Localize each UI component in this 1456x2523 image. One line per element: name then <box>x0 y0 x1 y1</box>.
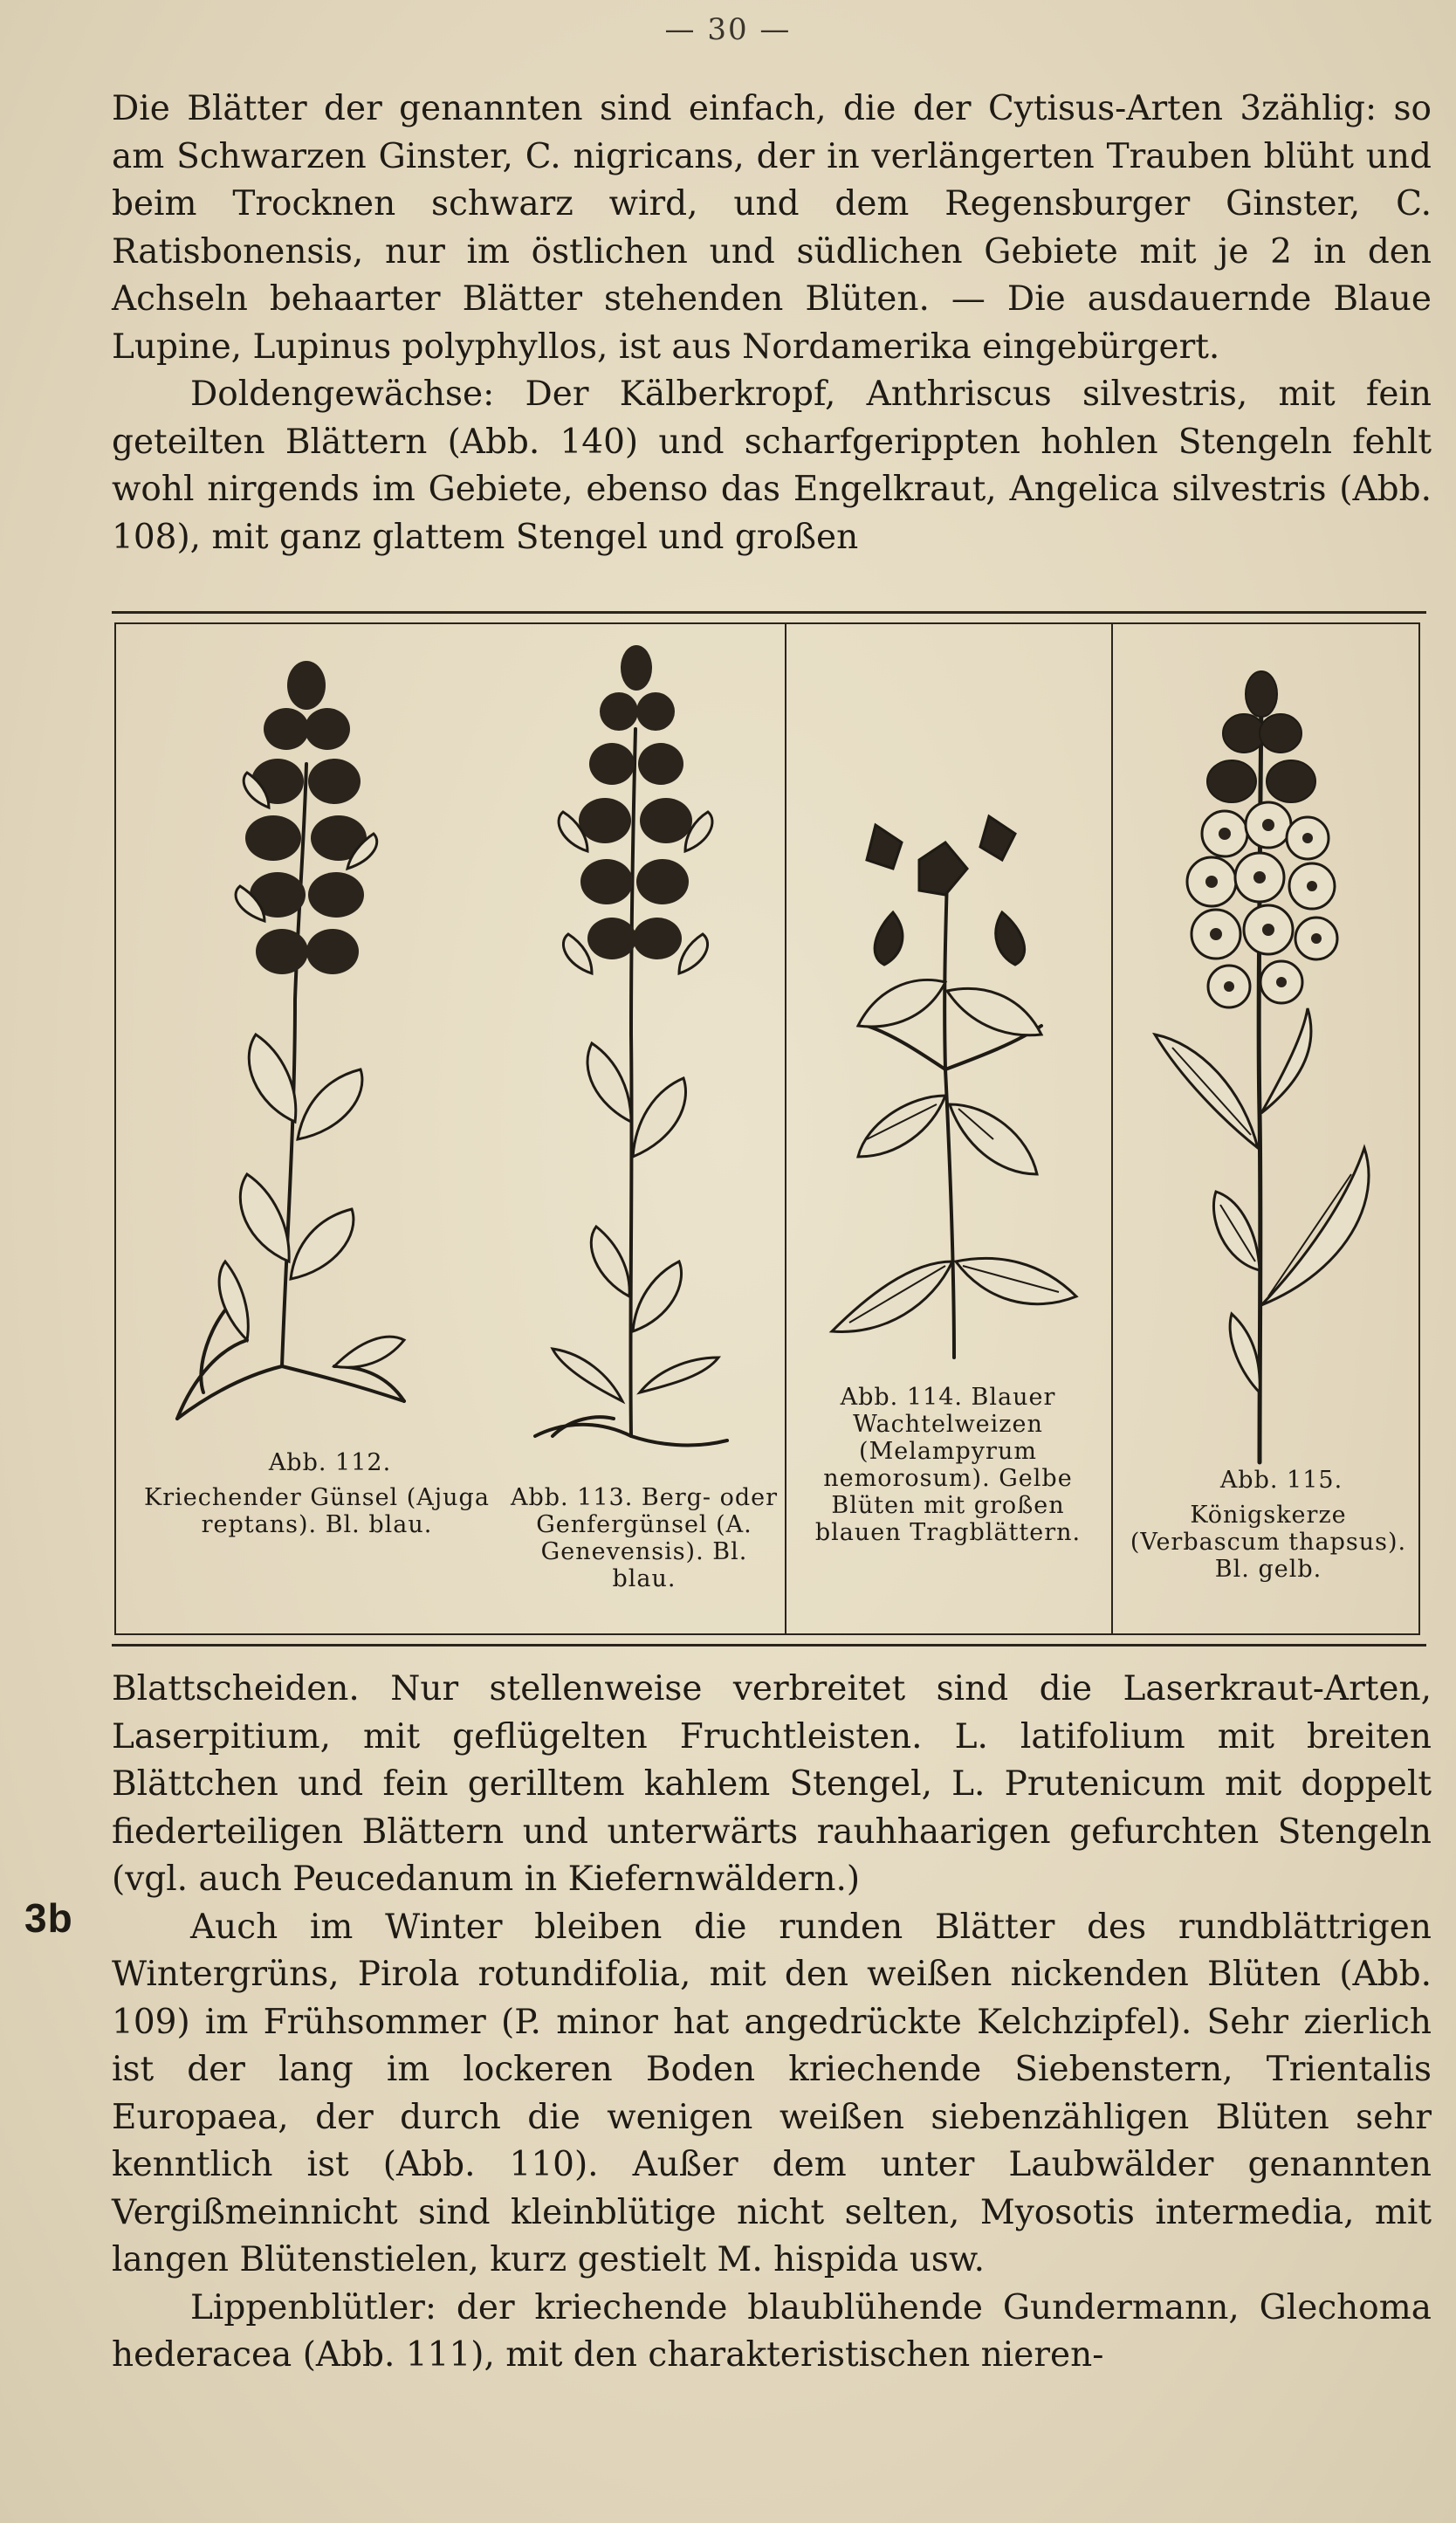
ajuga-reptans-illustration <box>142 633 457 1471</box>
text-block-top <box>112 86 1432 561</box>
figure-114-caption: Abb. 114. Blauer Wachtelweizen (Melampyrum nemorosum). Gelbe Blüten mit großen blauen Tragblättern. <box>814 1384 1082 1546</box>
paragraph: Auch im Winter bleiben die runden Blätter des rundblättrigen Wintergrüns, Pirola rotundifolia, mit den weißen nickenden Blüten (Abb. 109) im Frühsommer (P. minor hat angedrückte Kelchzipfel). Sehr zierlich ist der lang im lockeren Boden kriechende Siebenstern, Trientalis Europaea, der durch die wenigen weißen siebenzähligen Blüten sehr kenntlich ist (Abb. 110). Außer dem unter Laubwälder genannten Vergißmeinnicht sind kleinblütige nicht selten, Myosotis intermedia, mit langen Blütenstielen, kurz gestielt M. hispida usw. <box>112 1907 1432 2279</box>
verbascum-illustration <box>1129 659 1408 1471</box>
paragraph: Doldengewächse: Der Kälberkropf, Anthriscus silvestris, mit fein geteilten Blättern (Abb. 140) und scharfgerippten hohlen Stengeln fehlt wohl nirgends im Gebiete, ebenso das Engelkraut, Angelica silvestris (Abb. 108), mit ganz glattem Stengel und großen <box>112 375 1432 557</box>
page-number: — 30 — <box>664 12 792 47</box>
figure-115-caption: Königskerze (Verbascum thapsus). Bl. gelb. <box>1130 1502 1407 1583</box>
column-divider <box>1111 624 1113 1633</box>
figure-112-caption: Kriechender Günsel (Ajuga reptans). Bl. blau. <box>144 1484 490 1538</box>
figure-113-caption: Abb. 113. Berg- oder Genfergünsel (A. Genevensis). Bl. blau. <box>510 1484 779 1592</box>
column-divider <box>785 624 786 1633</box>
text-block-bottom <box>112 1666 1432 2380</box>
melampyrum-illustration <box>814 808 1094 1366</box>
paragraph: Die Blätter der genannten sind einfach, die der Cytisus-Arten 3zählig: so am Schwarzen Ginster, C. nigricans, der in verlängerten Trauben blüht und beim Trocknen schwarz wird, und dem Regensburger Ginster, C. Ratisbonensis, nur im östlichen und südlichen Gebiete mit je 2 in den Achseln behaarter Blätter stehenden Blüten. — Die ausdauernde Blaue Lupine, Lupinus polyphyllos, ist aus Nordamerika eingebürgert. <box>112 89 1432 367</box>
paragraph: Blattscheiden. Nur stellenweise verbreitet sind die Laserkraut-Arten, Laserpitium, mit geflügelten Fruchtleisten. L. latifolium mit breiten Blättchen und fein gerilltem kahlem Stengel, L. Prutenicum mit doppelt fiederteiligen Blättern und unterwärts rauhhaarigen gefurchten Stengeln (vgl. auch Peucedanum in Kiefernwäldern.) <box>112 1669 1432 1899</box>
figure-115-number: Abb. 115. <box>1219 1467 1343 1494</box>
ajuga-genevensis-illustration <box>500 633 762 1471</box>
margin-note: 3b <box>24 1895 73 1941</box>
figure-frame <box>114 622 1420 1635</box>
figure-panel <box>112 611 1426 1646</box>
paragraph: Lippenblütler: der kriechende blaublühende Gundermann, Glechoma hederacea (Abb. 111), mit den charakteristischen nieren- <box>112 2287 1432 2375</box>
figure-112-number: Abb. 112. <box>268 1449 392 1476</box>
